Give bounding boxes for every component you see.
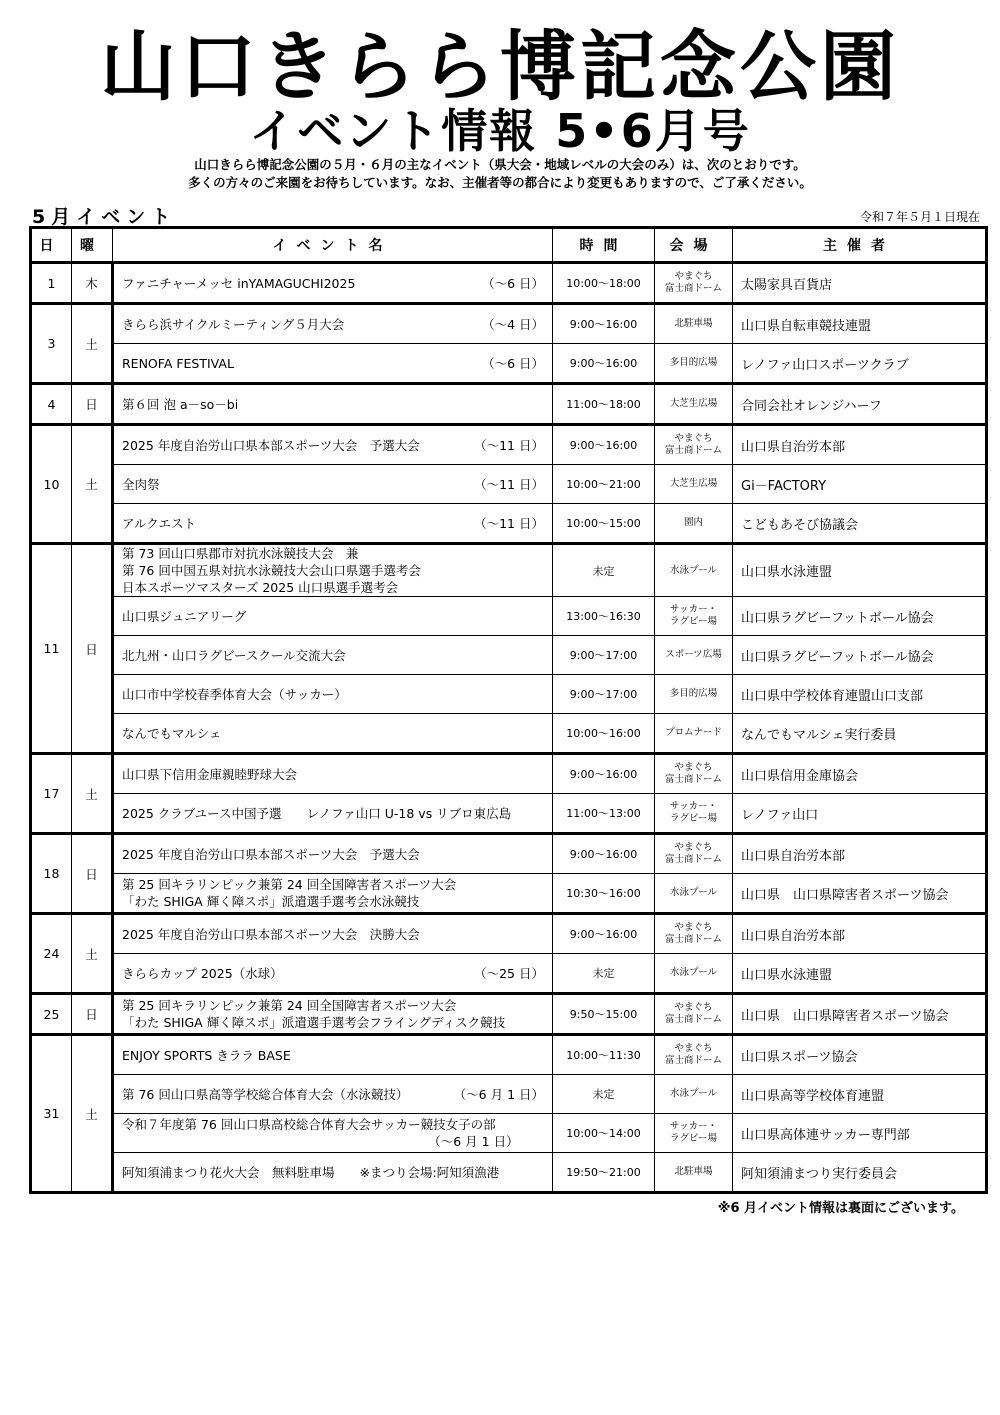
table-row: [31, 714, 987, 754]
intro-text: [0, 156, 1000, 192]
day-cell: 3: [31, 304, 72, 384]
event-organizer: 山口県信用金庫協会: [733, 754, 987, 794]
event-time: 未定: [553, 1075, 655, 1114]
event-name-cell: [113, 675, 553, 714]
event-name-cell: [113, 794, 553, 834]
table-row: [31, 834, 987, 874]
header-event: イベント名: [113, 228, 553, 263]
header-organizer: 主催者: [733, 228, 987, 263]
event-name: 令和７年度第 76 回山口県高校総合体育大会サッカー競技女子の部 （～6 月 1 日）: [122, 1117, 519, 1149]
table-row: [31, 914, 987, 954]
event-organizer: 山口県自治労本部: [733, 834, 987, 874]
weekday-cell: 土: [72, 754, 113, 834]
event-name-cell: [113, 954, 553, 994]
event-venue: やまぐち 富士商ドーム: [655, 994, 733, 1035]
day-cell: 11: [31, 544, 72, 754]
table-row: [31, 1035, 987, 1075]
event-venue: 水泳プール: [655, 954, 733, 994]
event-organizer: こどもあそび協議会: [733, 504, 987, 544]
event-organizer: なんでもマルシェ実行委員: [733, 714, 987, 754]
event-name: 阿知須浦まつり花火大会 無料駐車場 ※まつり会場:阿知須漁港: [122, 1164, 500, 1180]
event-name: 第 76 回山口県高等学校総合体育大会（水泳競技）: [122, 1086, 409, 1102]
weekday-cell: 土: [72, 425, 113, 544]
event-time: 未定: [553, 954, 655, 994]
event-time: 10:00～14:00: [553, 1114, 655, 1153]
day-cell: 25: [31, 994, 72, 1035]
intro-line-2: 多くの方々のご来園をお待ちしています。なお、主催者等の都合により変更もありますので、ご了承ください。: [188, 175, 812, 190]
event-name-cell: [113, 465, 553, 504]
events-body: [31, 263, 987, 1193]
table-row: [31, 263, 987, 304]
event-venue: やまぐち 富士商ドーム: [655, 263, 733, 304]
day-cell: 10: [31, 425, 72, 544]
table-row: [31, 1075, 987, 1114]
table-header-row: [31, 228, 987, 263]
event-venue: やまぐち 富士商ドーム: [655, 1035, 733, 1075]
event-time: 9:00～16:00: [553, 344, 655, 384]
event-time: 10:00～21:00: [553, 465, 655, 504]
event-organizer: 太陽家具百貨店: [733, 263, 987, 304]
event-name-cell: [113, 1114, 553, 1153]
table-row: [31, 994, 987, 1035]
event-name: 山口市中学校春季体育大会（サッカー）: [122, 686, 347, 702]
table-row: [31, 384, 987, 425]
table-row: [31, 636, 987, 675]
event-name: 2025 年度自治労山口県本部スポーツ大会 決勝大会: [122, 926, 420, 942]
as-of-date: 令和７年５月１日現在: [859, 210, 980, 224]
event-period: （～11 日）: [474, 516, 544, 531]
event-organizer: レノファ山口: [733, 794, 987, 834]
event-name-cell: [113, 597, 553, 636]
event-time: 9:00～17:00: [553, 636, 655, 675]
event-time: 10:00～16:00: [553, 714, 655, 754]
event-organizer: 山口県 山口県障害者スポーツ協会: [733, 874, 987, 914]
day-cell: 31: [31, 1035, 72, 1193]
event-name-cell: [113, 384, 553, 425]
header-weekday: 曜: [72, 228, 113, 263]
event-name-cell: [113, 636, 553, 675]
page-subtitle: イベント情報 5•6月号: [249, 104, 751, 158]
event-venue: 園内: [655, 504, 733, 544]
event-name: きらら浜サイクルミーティング５月大会: [122, 316, 345, 332]
event-time: 10:00～18:00: [553, 263, 655, 304]
event-organizer: 阿知須浦まつり実行委員会: [733, 1153, 987, 1193]
event-venue: スポーツ広場: [655, 636, 733, 675]
event-venue: 水泳プール: [655, 1075, 733, 1114]
event-time: 9:00～16:00: [553, 834, 655, 874]
event-name-cell: [113, 263, 553, 304]
event-name-cell: [113, 304, 553, 344]
weekday-cell: 日: [72, 994, 113, 1035]
day-cell: 17: [31, 754, 72, 834]
event-organizer: 山口県 山口県障害者スポーツ協会: [733, 994, 987, 1035]
table-row: [31, 1114, 987, 1153]
table-row: [31, 675, 987, 714]
table-row: [31, 1153, 987, 1193]
event-time: 9:00～16:00: [553, 425, 655, 465]
table-row: [31, 465, 987, 504]
header-time: 時間: [553, 228, 655, 263]
table-row: [31, 344, 987, 384]
event-venue: やまぐち 富士商ドーム: [655, 914, 733, 954]
event-name: 第 25 回キラリンピック兼第 24 回全国障害者スポーツ大会 「わた SHIGA 輝く障スポ」派遣選手選考会フライングディスク競技: [122, 998, 506, 1030]
event-venue: やまぐち 富士商ドーム: [655, 834, 733, 874]
event-time: 10:00～15:00: [553, 504, 655, 544]
table-row: [31, 874, 987, 914]
event-venue: 水泳プール: [655, 544, 733, 597]
event-name: 第 25 回キラリンピック兼第 24 回全国障害者スポーツ大会 「わた SHIGA 輝く障スポ」派遣選手選考会水泳競技: [122, 877, 457, 909]
event-time: 19:50～21:00: [553, 1153, 655, 1193]
event-venue: 大芝生広場: [655, 465, 733, 504]
event-time: 9:50～15:00: [553, 994, 655, 1035]
event-venue: サッカー・ ラグビー場: [655, 794, 733, 834]
event-name-cell: [113, 714, 553, 754]
event-name-cell: [113, 344, 553, 384]
event-name: 2025 年度自治労山口県本部スポーツ大会 予選大会: [122, 437, 420, 453]
table-row: [31, 954, 987, 994]
event-period: （～11 日）: [474, 438, 544, 453]
day-cell: 4: [31, 384, 72, 425]
event-organizer: 山口県自治労本部: [733, 914, 987, 954]
header-venue: 会場: [655, 228, 733, 263]
intro-line-1: 山口きらら博記念公園の５月・６月の主なイベント（県大会・地域レベルの大会のみ）は、次のとおりです。: [194, 157, 806, 172]
events-table: [29, 226, 988, 1194]
event-name: なんでもマルシェ: [122, 725, 222, 741]
table-row: [31, 597, 987, 636]
event-time: 11:00～13:00: [553, 794, 655, 834]
weekday-cell: 日: [72, 384, 113, 425]
table-row: [31, 544, 987, 597]
event-time: 10:00～11:30: [553, 1035, 655, 1075]
event-name-cell: [113, 1035, 553, 1075]
event-venue: 北駐車場: [655, 1153, 733, 1193]
event-time: 9:00～17:00: [553, 675, 655, 714]
event-name: RENOFA FESTIVAL: [122, 355, 234, 371]
event-name: 山口県下信用金庫親睦野球大会: [122, 766, 298, 782]
event-name-cell: [113, 1153, 553, 1193]
event-organizer: 山口県水泳連盟: [733, 544, 987, 597]
weekday-cell: 土: [72, 914, 113, 994]
table-row: [31, 304, 987, 344]
page-title: 山口きらら博記念公園: [100, 22, 900, 111]
event-period: （～11 日）: [474, 477, 544, 492]
event-organizer: Gi－FACTORY: [733, 465, 987, 504]
event-organizer: 山口県中学校体育連盟山口支部: [733, 675, 987, 714]
event-name: 北九州・山口ラグビースクール交流大会: [122, 647, 346, 663]
day-cell: 24: [31, 914, 72, 994]
event-organizer: 山口県スポーツ協会: [733, 1035, 987, 1075]
event-organizer: 山口県ラグビーフットボール協会: [733, 636, 987, 675]
day-cell: 18: [31, 834, 72, 914]
weekday-cell: 土: [72, 1035, 113, 1193]
event-name-cell: [113, 425, 553, 465]
event-venue: やまぐち 富士商ドーム: [655, 425, 733, 465]
event-name: 第 73 回山口県郡市対抗水泳競技大会 兼 第 76 回中国五県対抗水泳競技大会山口県選手選考会 日本スポーツマスターズ 2025 山口県選手選考会: [122, 546, 421, 595]
event-organizer: 山口県高等学校体育連盟: [733, 1075, 987, 1114]
weekday-cell: 土: [72, 304, 113, 384]
weekday-cell: 日: [72, 834, 113, 914]
event-organizer: 山口県高体連サッカー専門部: [733, 1114, 987, 1153]
event-time: 11:00～18:00: [553, 384, 655, 425]
event-venue: やまぐち 富士商ドーム: [655, 754, 733, 794]
table-row: [31, 754, 987, 794]
event-name-cell: [113, 994, 553, 1035]
weekday-cell: 日: [72, 544, 113, 754]
event-name-cell: [113, 754, 553, 794]
event-organizer: 山口県自治労本部: [733, 425, 987, 465]
event-name: アルクエスト: [122, 515, 197, 531]
event-period: （～6 日）: [482, 276, 544, 291]
event-name: ENJOY SPORTS きララ BASE: [122, 1047, 291, 1063]
event-period: （～4 日）: [482, 317, 544, 332]
event-period: （～6 月 1 日）: [453, 1087, 544, 1102]
event-time: 13:00～16:30: [553, 597, 655, 636]
event-organizer: 合同会社オレンジハーフ: [733, 384, 987, 425]
event-venue: 多目的広場: [655, 675, 733, 714]
event-name-cell: [113, 874, 553, 914]
event-name-cell: [113, 504, 553, 544]
event-venue: サッカー・ ラグビー場: [655, 597, 733, 636]
event-venue: サッカー・ ラグビー場: [655, 1114, 733, 1153]
table-row: [31, 425, 987, 465]
event-venue: プロムナード: [655, 714, 733, 754]
event-venue: 北駐車場: [655, 304, 733, 344]
event-venue: 多目的広場: [655, 344, 733, 384]
table-row: [31, 504, 987, 544]
event-name: 全肉祭: [122, 476, 160, 492]
event-name-cell: [113, 914, 553, 954]
event-name: ファニチャーメッセ inYAMAGUCHI2025: [122, 275, 356, 291]
event-name: 2025 年度自治労山口県本部スポーツ大会 予選大会: [122, 846, 420, 862]
table-row: [31, 794, 987, 834]
event-time: 9:00～16:00: [553, 304, 655, 344]
event-name: 山口県ジュニアリーグ: [122, 608, 247, 624]
event-organizer: 山口県自転車競技連盟: [733, 304, 987, 344]
event-name: 第６回 泡 a－so－bi: [122, 396, 239, 412]
event-time: 未定: [553, 544, 655, 597]
event-name-cell: [113, 1075, 553, 1114]
event-time: 9:00～16:00: [553, 754, 655, 794]
section-label: 5月イベント: [32, 206, 177, 228]
event-period: （～6 日）: [482, 356, 544, 371]
event-organizer: 山口県ラグビーフットボール協会: [733, 597, 987, 636]
event-name-cell: [113, 544, 553, 597]
event-period: （～25 日）: [474, 966, 544, 981]
event-organizer: レノファ山口スポーツクラブ: [733, 344, 987, 384]
event-name: きららカップ 2025（水球）: [122, 965, 283, 981]
event-venue: 大芝生広場: [655, 384, 733, 425]
event-venue: 水泳プール: [655, 874, 733, 914]
event-time: 10:30～16:00: [553, 874, 655, 914]
event-time: 9:00～16:00: [553, 914, 655, 954]
header-day: 日: [31, 228, 72, 263]
event-name-cell: [113, 834, 553, 874]
day-cell: 1: [31, 263, 72, 304]
event-name: 2025 クラブユース中国予選 レノファ山口 U-18 vs リブロ東広島: [122, 805, 512, 821]
weekday-cell: 木: [72, 263, 113, 304]
footnote: ※6 月イベント情報は裏面にございます。: [717, 1201, 964, 1216]
event-organizer: 山口県水泳連盟: [733, 954, 987, 994]
